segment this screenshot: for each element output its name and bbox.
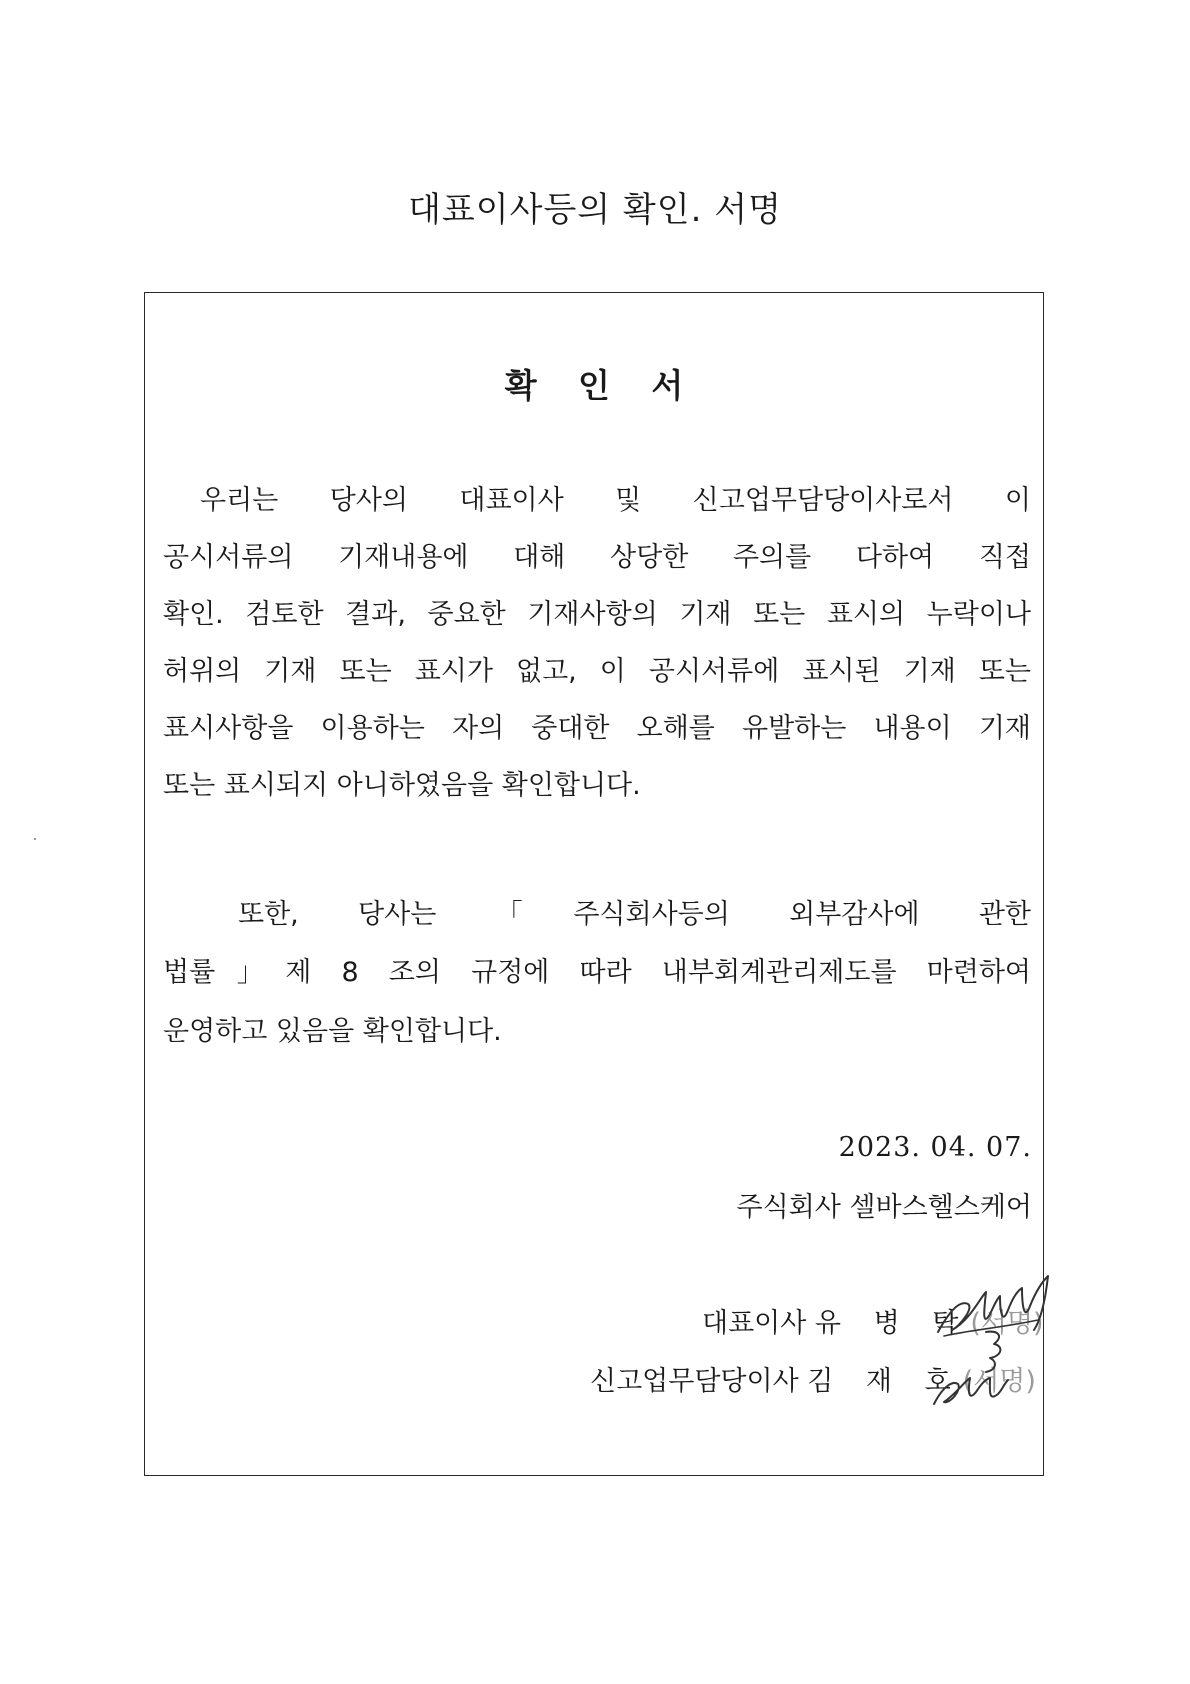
paragraph2-line: 또한, 당사는 「주식회사등의 외부감사에 관한 (238, 899, 1031, 930)
page-title: 대표이사등의 확인. 서명 (408, 190, 782, 230)
confirmation-title: 확 인 서 (504, 366, 686, 405)
signature-mark: (서명) (970, 1308, 1044, 1339)
signer-name: 김 재 호 (807, 1366, 963, 1397)
scan-speck (34, 838, 36, 840)
paragraph1-line: 허위의 기재 또는 표시가 없고, 이 공시서류에 표시된 기재 또는 (163, 656, 1031, 687)
paragraph2-line: 법률」제 8 조의 규정에 따라 내부회계관리제도를 마련하여 (163, 957, 1031, 988)
signer-role: 대표이사 (702, 1308, 807, 1339)
paragraph1-line: 우리는 당사의 대표이사 및 신고업무담당이사로서 이 (200, 485, 1031, 516)
company-name: 주식회사 셀바스헬스케어 (736, 1192, 1032, 1223)
signature-mark: (서명) (962, 1366, 1036, 1397)
paragraph1-line: 확인. 검토한 결과, 중요한 기재사항의 기재 또는 표시의 누락이나 (163, 599, 1031, 630)
paragraph1-line: 표시사항을 이용하는 자의 중대한 오해를 유발하는 내용이 기재 (163, 713, 1031, 744)
signer-disclosure-officer (590, 1364, 1036, 1400)
signer-name: 유 병 탁 (814, 1308, 971, 1339)
paragraph1-line: 또는 표시되지 아니하였음을 확인합니다. (163, 770, 641, 801)
signer-ceo (702, 1306, 1044, 1342)
signer-role: 신고업무담당이사 (590, 1366, 799, 1397)
confirmation-frame (144, 292, 1044, 1476)
paragraph1-line: 공시서류의 기재내용에 대해 상당한 주의를 다하여 직접 (163, 542, 1031, 573)
document-date: 2023. 04. 07. (838, 1132, 1032, 1163)
paragraph2-line: 운영하고 있음을 확인합니다. (163, 1016, 502, 1047)
